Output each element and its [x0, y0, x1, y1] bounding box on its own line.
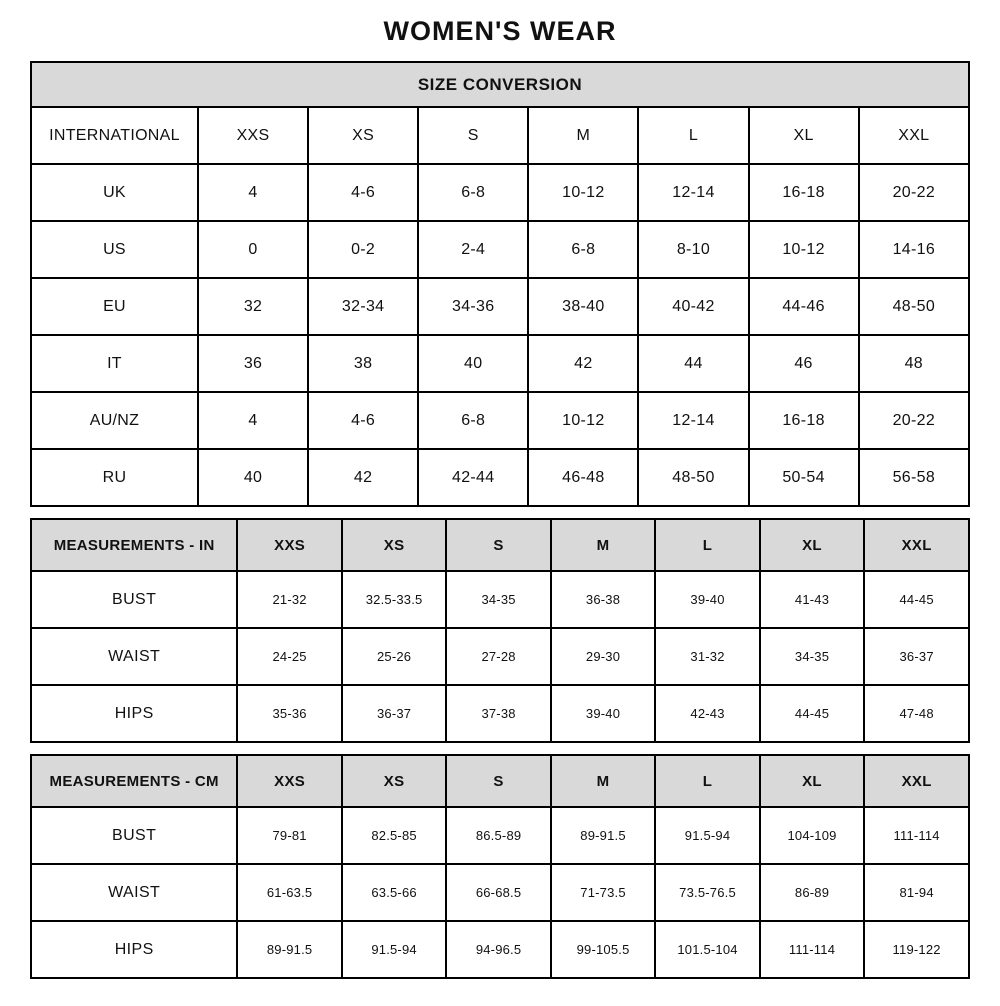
- col-header-xs: XS: [342, 519, 446, 571]
- table-cell: 86-89: [760, 864, 864, 921]
- table-cell: 46-48: [528, 449, 638, 506]
- table-cell: 89-91.5: [551, 807, 655, 864]
- row-label: EU: [31, 278, 198, 335]
- table-cell: 42-43: [655, 685, 759, 742]
- table-row-aunz: [31, 392, 969, 449]
- table-cell: 0-2: [308, 221, 418, 278]
- table-cell: 101.5-104: [655, 921, 759, 978]
- table-cell: 20-22: [859, 392, 969, 449]
- col-header-xxs: XXS: [198, 107, 308, 164]
- table-cell: 48-50: [638, 449, 748, 506]
- table-cell: 16-18: [749, 392, 859, 449]
- row-label: WAIST: [31, 628, 237, 685]
- table-cell: 89-91.5: [237, 921, 341, 978]
- table-cell: 8-10: [638, 221, 748, 278]
- table-cell: 56-58: [859, 449, 969, 506]
- col-header-m: M: [551, 519, 655, 571]
- table-cell: 71-73.5: [551, 864, 655, 921]
- table-cell: 61-63.5: [237, 864, 341, 921]
- table-cell: 4-6: [308, 164, 418, 221]
- table-cell: 39-40: [655, 571, 759, 628]
- column-header-row: [31, 519, 969, 571]
- table-cell: 34-35: [446, 571, 550, 628]
- table-cell: 94-96.5: [446, 921, 550, 978]
- row-label: BUST: [31, 807, 237, 864]
- table-cell: 44-46: [749, 278, 859, 335]
- table-cell: 36-38: [551, 571, 655, 628]
- table-cell: 79-81: [237, 807, 341, 864]
- col-header-m: M: [528, 107, 638, 164]
- col-header-s: S: [446, 755, 550, 807]
- table-cell: 34-35: [760, 628, 864, 685]
- row-label: HIPS: [31, 685, 237, 742]
- col-header-l: L: [638, 107, 748, 164]
- row-label: RU: [31, 449, 198, 506]
- table-cell: 6-8: [418, 164, 528, 221]
- table-row-uk: [31, 164, 969, 221]
- table-cell: 40-42: [638, 278, 748, 335]
- table-cell: 6-8: [528, 221, 638, 278]
- table-row-waist-in: [31, 628, 969, 685]
- table-cell: 16-18: [749, 164, 859, 221]
- table-cell: 91.5-94: [655, 807, 759, 864]
- table-row-bust-cm: [31, 807, 969, 864]
- row-label: UK: [31, 164, 198, 221]
- table-cell: 12-14: [638, 164, 748, 221]
- row-label: IT: [31, 335, 198, 392]
- table-cell: 36: [198, 335, 308, 392]
- table-cell: 35-36: [237, 685, 341, 742]
- col-header-l: L: [655, 519, 759, 571]
- col-header-xxs: XXS: [237, 755, 341, 807]
- table-cell: 46: [749, 335, 859, 392]
- table-cell: 20-22: [859, 164, 969, 221]
- table-cell: 111-114: [864, 807, 969, 864]
- table-cell: 50-54: [749, 449, 859, 506]
- table-cell: 4: [198, 164, 308, 221]
- table-cell: 111-114: [760, 921, 864, 978]
- col-header-measurements-cm: MEASUREMENTS - CM: [31, 755, 237, 807]
- page-title: WOMEN'S WEAR: [383, 16, 617, 46]
- table-cell: 66-68.5: [446, 864, 550, 921]
- table-cell: 32-34: [308, 278, 418, 335]
- table-cell: 24-25: [237, 628, 341, 685]
- table-cell: 29-30: [551, 628, 655, 685]
- table-cell: 0: [198, 221, 308, 278]
- table-cell: 27-28: [446, 628, 550, 685]
- table-cell: 91.5-94: [342, 921, 446, 978]
- table-cell: 42: [528, 335, 638, 392]
- col-header-measurements-in: MEASUREMENTS - IN: [31, 519, 237, 571]
- row-label: HIPS: [31, 921, 237, 978]
- table-cell: 10-12: [528, 164, 638, 221]
- table-cell: 36-37: [864, 628, 969, 685]
- measurements-in-table: [30, 518, 970, 743]
- table-cell: 44-45: [864, 571, 969, 628]
- size-conversion-table: [30, 61, 970, 507]
- table-row-it: [31, 335, 969, 392]
- table-row-waist-cm: [31, 864, 969, 921]
- table-row-ru: [31, 449, 969, 506]
- col-header-xl: XL: [760, 519, 864, 571]
- col-header-xl: XL: [749, 107, 859, 164]
- table-cell: 82.5-85: [342, 807, 446, 864]
- table-cell: 39-40: [551, 685, 655, 742]
- table-cell: 21-32: [237, 571, 341, 628]
- table-cell: 42-44: [418, 449, 528, 506]
- table-cell: 40: [198, 449, 308, 506]
- measurements-cm-table: [30, 754, 970, 979]
- table-cell: 63.5-66: [342, 864, 446, 921]
- table-cell: 34-36: [418, 278, 528, 335]
- table-cell: 81-94: [864, 864, 969, 921]
- table-cell: 2-4: [418, 221, 528, 278]
- table-cell: 4: [198, 392, 308, 449]
- col-header-xxl: XXL: [859, 107, 969, 164]
- table-cell: 31-32: [655, 628, 759, 685]
- table-cell: 48-50: [859, 278, 969, 335]
- table-cell: 48: [859, 335, 969, 392]
- table-cell: 32: [198, 278, 308, 335]
- col-header-xs: XS: [308, 107, 418, 164]
- table-row-hips-cm: [31, 921, 969, 978]
- table-cell: 41-43: [760, 571, 864, 628]
- table-cell: 32.5-33.5: [342, 571, 446, 628]
- table-row-bust-in: [31, 571, 969, 628]
- table-cell: 10-12: [528, 392, 638, 449]
- table-cell: 36-37: [342, 685, 446, 742]
- col-header-s: S: [418, 107, 528, 164]
- col-header-xxl: XXL: [864, 519, 969, 571]
- table-cell: 40: [418, 335, 528, 392]
- column-header-row: [31, 107, 969, 164]
- col-header-xs: XS: [342, 755, 446, 807]
- table-cell: 86.5-89: [446, 807, 550, 864]
- table-cell: 44: [638, 335, 748, 392]
- row-label: US: [31, 221, 198, 278]
- size-conversion-banner: SIZE CONVERSION: [31, 62, 969, 107]
- table-row-us: [31, 221, 969, 278]
- column-header-row: [31, 755, 969, 807]
- table-cell: 4-6: [308, 392, 418, 449]
- table-cell: 73.5-76.5: [655, 864, 759, 921]
- table-cell: 37-38: [446, 685, 550, 742]
- table-cell: 38-40: [528, 278, 638, 335]
- table-cell: 42: [308, 449, 418, 506]
- table-cell: 47-48: [864, 685, 969, 742]
- col-header-international: INTERNATIONAL: [31, 107, 198, 164]
- table-banner-row: [31, 62, 969, 107]
- table-row-eu: [31, 278, 969, 335]
- table-cell: 25-26: [342, 628, 446, 685]
- table-cell: 6-8: [418, 392, 528, 449]
- table-cell: 104-109: [760, 807, 864, 864]
- col-header-l: L: [655, 755, 759, 807]
- table-cell: 99-105.5: [551, 921, 655, 978]
- col-header-xl: XL: [760, 755, 864, 807]
- table-cell: 12-14: [638, 392, 748, 449]
- table-cell: 14-16: [859, 221, 969, 278]
- row-label: BUST: [31, 571, 237, 628]
- col-header-s: S: [446, 519, 550, 571]
- table-row-hips-in: [31, 685, 969, 742]
- row-label: AU/NZ: [31, 392, 198, 449]
- col-header-xxl: XXL: [864, 755, 969, 807]
- table-cell: 10-12: [749, 221, 859, 278]
- row-label: WAIST: [31, 864, 237, 921]
- col-header-xxs: XXS: [237, 519, 341, 571]
- table-cell: 38: [308, 335, 418, 392]
- col-header-m: M: [551, 755, 655, 807]
- table-cell: 119-122: [864, 921, 969, 978]
- table-cell: 44-45: [760, 685, 864, 742]
